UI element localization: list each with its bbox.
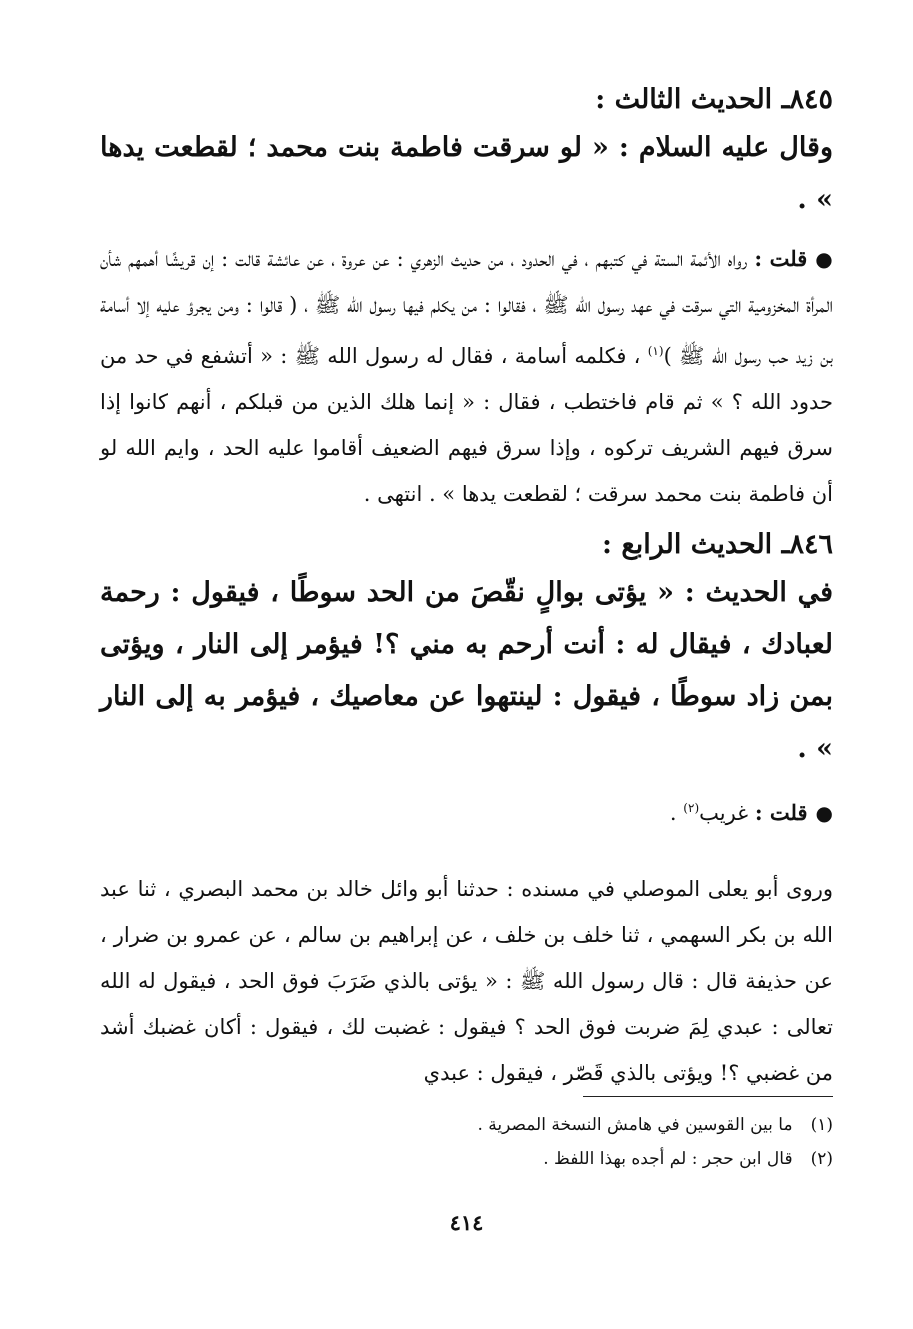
qult-label: قلت :	[754, 246, 808, 271]
bullet-icon: ●	[815, 801, 833, 825]
footnote-2-marker: (٢)	[683, 801, 700, 815]
hadith-845-heading: ٨٤٥ـ الحديث الثالث :	[595, 84, 833, 115]
hadith-845-commentary: رواه الأئمة الستة في كتبهم ، في الحدود ، من حديث الزهري : عن عروة ، عن عائشة قالت : إن قريشًا أهمهم شأن المرأة المخزومية التي سرقت في عهد رسول الله ﷺ ، فقالوا : من يكلم فيها رسول الله ﷺ ، ( قالوا : ومن يجرؤ عليه إلا أسامة بن زيد حب رسول الله ﷺ )	[100, 247, 833, 368]
page-number: ٤١٤	[449, 1210, 484, 1235]
hadith-845-text: وقال عليه السلام : « لو سرقت فاطمة بنت محمد ؛ لقطعت يدها » .	[100, 132, 833, 215]
bullet-icon: ●	[815, 247, 833, 271]
footnote-1	[100, 1108, 833, 1142]
footnote-number: (٢)	[810, 1149, 833, 1169]
footnote-separator	[583, 1096, 833, 1097]
footnote-number: (١)	[810, 1115, 833, 1135]
hadith-846-verdict-paragraph	[100, 785, 833, 836]
hadith-846-verdict: غريب	[699, 801, 749, 825]
hadith-845-commentary-paragraph	[100, 236, 833, 517]
hadith-846-heading: ٨٤٦ـ الحديث الرابع :	[602, 529, 833, 560]
footnote-1-marker: (١)	[647, 344, 664, 358]
hadith-846-narration: وروى أبو يعلى الموصلي في مسنده : حدثنا أبو وائل خالد بن محمد البصري ، ثنا عبد الله بن بكر السهمي ، ثنا خلف بن خلف ، عن إبراهيم بن سالم ، عن عمرو بن ضرار ، عن حذيفة قال : قال رسول الله ﷺ : « يؤتى بالذي ضَرَبَ فوق الحد ، فيقول له الله تعالى : عبدي لِمَ ضربت فوق الحد ؟ فيقول : غضبت لك ، فيقول : أكان غضبك أشد من غضبي ؟! ويؤتى بالذي قَصّر ، فيقول : عبدي	[100, 877, 833, 1085]
hadith-845-commentary-continued: ، فكلمه أسامة ، فقال له رسول الله ﷺ : « أتشفع في حد من حدود الله ؟ » ثم قام فاختطب ، فقال : « إنما هلك الذين من قبلكم ، أنهم كانوا إذا سرق فيهم الشريف تركوه ، وإذا سرق فيهم الضعيف أقاموا عليه الحد ، وايم الله لو أن فاطمة بنت محمد سرقت ؛ لقطعت يدها » . انتهى .	[100, 344, 833, 506]
footnote-2	[100, 1142, 833, 1176]
hadith-846-text: في الحديث : « يؤتى بوالٍ نقّصَ من الحد سوطًا ، فيقول : رحمة لعبادك ، فيقال له : أنت أرحم به مني ؟! فيؤمر إلى النار ، ويؤتى بمن زاد سوطًا ، فيقول : لينتهوا عن معاصيك ، فيؤمر به إلى النار » .	[100, 577, 833, 764]
qult-label: قلت :	[754, 800, 808, 825]
footnote-text: ما بين القوسين في هامش النسخة المصرية .	[477, 1115, 793, 1135]
footnote-text: قال ابن حجر : لم أجده بهذا اللفظ .	[543, 1149, 793, 1169]
book-page	[100, 78, 833, 1289]
footnotes	[100, 1108, 833, 1176]
verdict-period: .	[669, 801, 677, 825]
